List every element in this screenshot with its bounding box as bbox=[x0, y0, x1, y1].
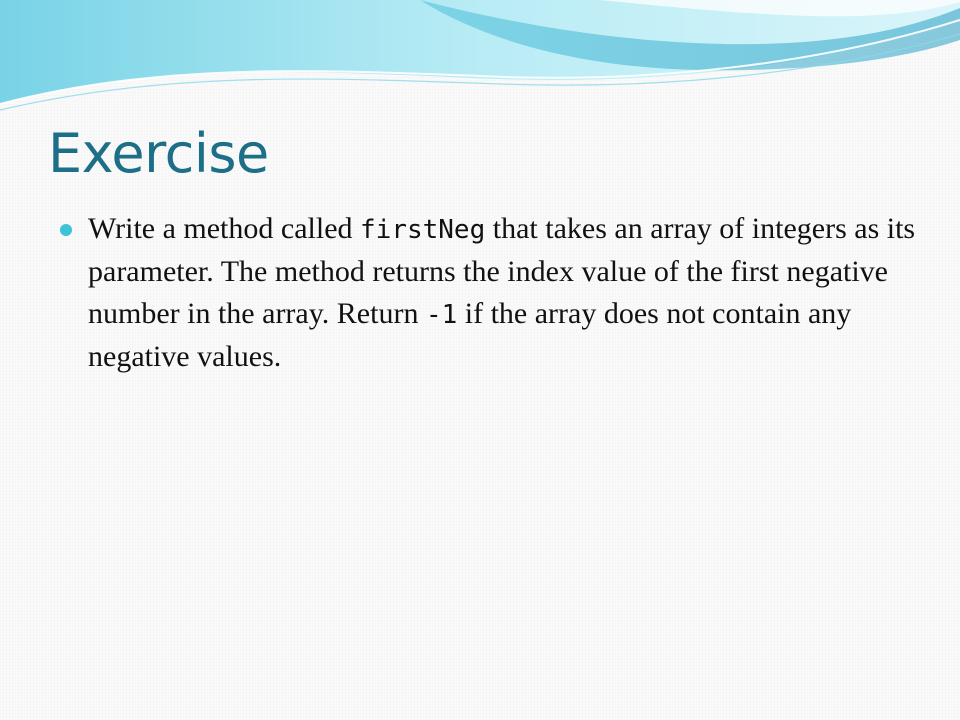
bullet-text-part-1: Write a method called bbox=[88, 212, 361, 245]
header-wave-decoration bbox=[0, 0, 960, 120]
bullet-text-part-3: if the array does not contain any negative values. bbox=[88, 297, 852, 373]
slide-body bbox=[60, 208, 920, 378]
bullet-item bbox=[60, 208, 920, 378]
method-name-code: firstNeg bbox=[360, 215, 486, 245]
bullet-text-part-2: that takes an array of integers as its parameter. The method returns the index value of the first negative number in the array. Return bbox=[88, 212, 916, 330]
slide-title: Exercise bbox=[48, 122, 269, 185]
bullet-text bbox=[88, 208, 920, 378]
return-value-code: -1 bbox=[425, 300, 458, 330]
bullet-dot-icon bbox=[60, 224, 72, 236]
